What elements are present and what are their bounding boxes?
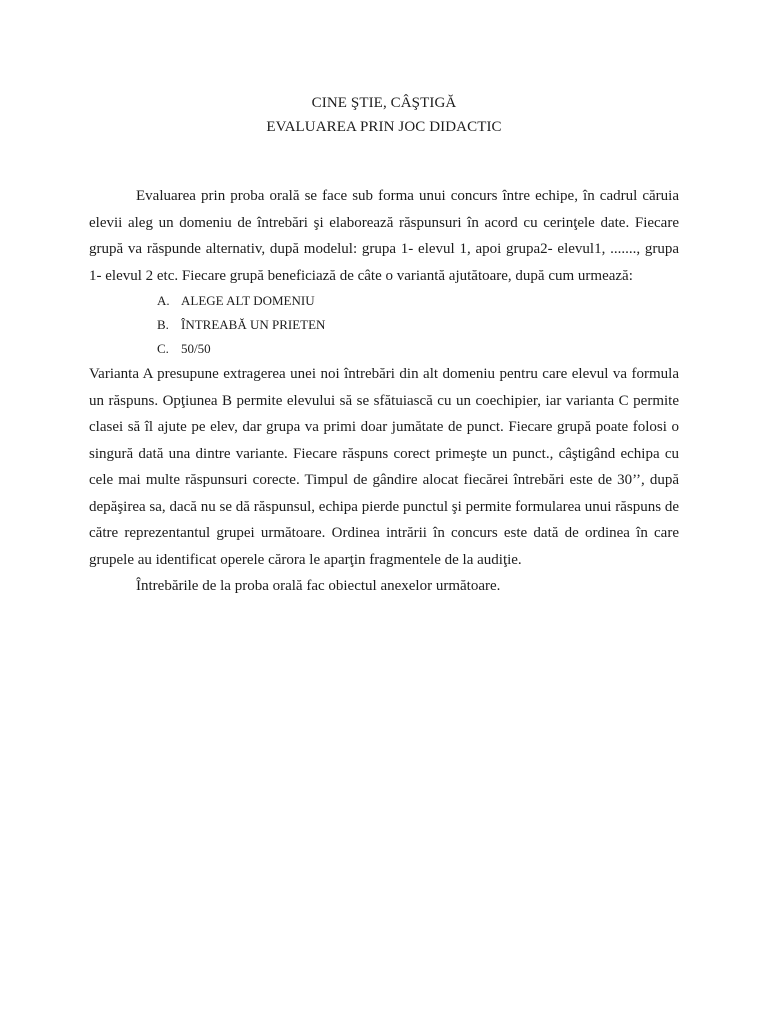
option-letter: A. xyxy=(157,293,170,308)
document-title: CINE ŞTIE, CÂŞTIGĂ xyxy=(311,95,457,111)
option-letter: C. xyxy=(157,341,169,356)
option-item-a xyxy=(157,289,679,313)
help-options-list xyxy=(89,289,679,361)
option-letter: B. xyxy=(157,317,169,332)
option-item-c xyxy=(157,337,679,361)
option-text: 50/50 xyxy=(181,341,211,356)
document-subtitle: EVALUAREA PRIN JOC DIDACTIC xyxy=(266,119,502,135)
title-spacer xyxy=(89,139,679,183)
option-text: ÎNTREABĂ UN PRIETEN xyxy=(181,317,326,332)
closing-paragraph: Întrebările de la proba orală fac obiectul anexelor următoare. xyxy=(136,578,501,594)
intro-paragraph: Evaluarea prin proba orală se face sub forma unui concurs între echipe, în cadrul căruia elevii aleg un domeniu de întrebări şi elaborează răspunsuri în acord cu cerinţele date. Fiecare grupă va răspunde alternativ, după modelul: grupa 1- elevul 1, apoi grupa2- elevul1, ......., grupa 1- elevul 2 etc. Fiecare grupă beneficiază de câte o variantă ajutătoare, după cum urmează: xyxy=(89,188,679,284)
option-text: ALEGE ALT DOMENIU xyxy=(181,293,315,308)
body-paragraph: Varianta A presupune extragerea unei noi întrebări din alt domeniu pentru care elevul va formula un răspuns. Opţiunea B permite elevului să se sfătuiască cu un coechipier, iar varianta C permite clasei să îl ajute pe elev, dar grupa va primi doar jumătate de punct. Fiecare grupă poate folosi o singură dată una dintre variante. Fiecare răspuns corect primeşte un punct., câştigând echipa cu cele mai multe răspunsuri corecte. Timpul de gândire alocat fiecărei întrebări este de 30’’, după depăşirea sa, dacă nu se dă răspunsul, echipa pierde punctul şi permite formularea unui răspuns de către reprezentantul grupei următoare. Ordinea intrării în concurs este dată de ordinea în care grupele au identificat operele cărora le aparţin fragmentele de la audiţie. xyxy=(89,366,679,568)
document-content xyxy=(89,91,679,600)
option-item-b xyxy=(157,313,679,337)
